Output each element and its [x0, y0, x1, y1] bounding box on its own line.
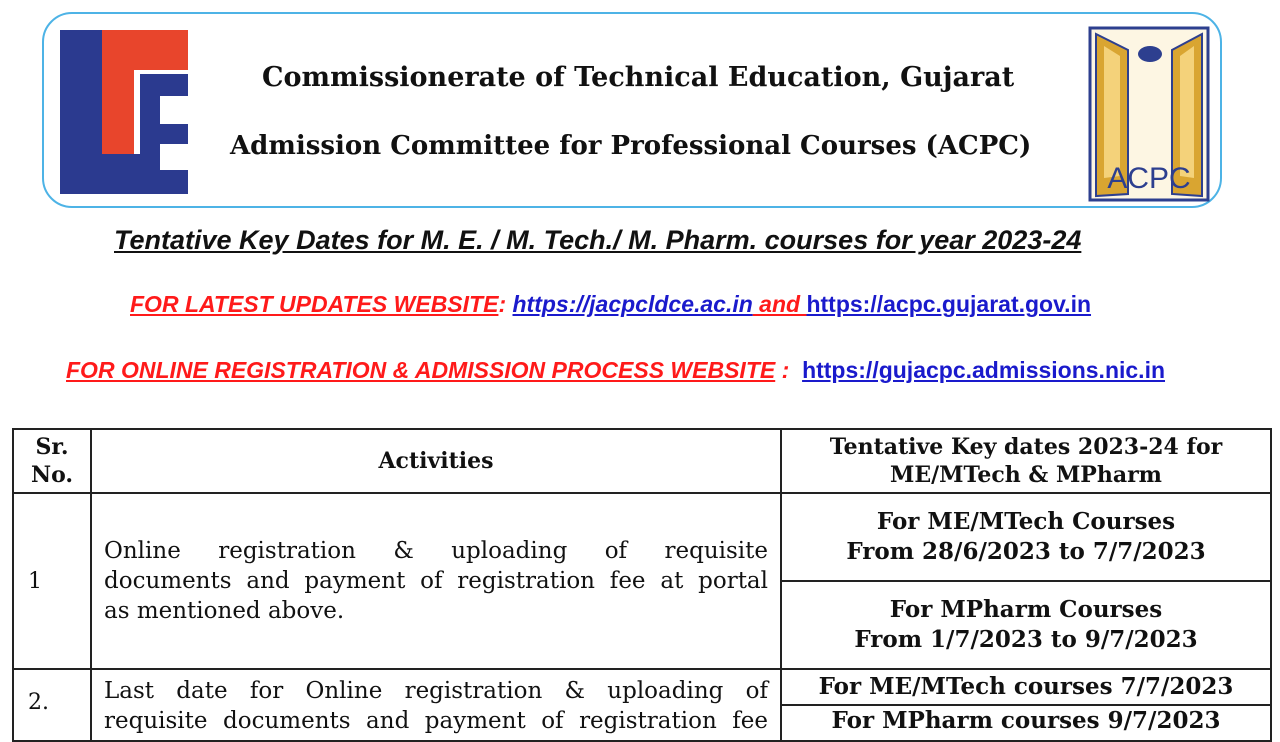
updates-line — [130, 288, 1091, 320]
acpc-logo-text: ACPC — [1107, 162, 1191, 195]
row2-sr: 2. — [13, 669, 91, 741]
cte-logo — [56, 26, 192, 198]
header-dates-line1: Tentative Key dates 2023-24 for — [829, 434, 1223, 460]
row2-date-mpharm: For MPharm courses 9/7/2023 — [781, 705, 1271, 741]
registration-line — [66, 354, 1165, 386]
row1-date1-line2: From 28/6/2023 to 7/7/2023 — [846, 538, 1206, 565]
row1-date-me-mtech — [781, 493, 1271, 581]
link-acpc-gujarat[interactable]: https://acpc.gujarat.gov.in — [806, 291, 1092, 317]
row1-activity-line1: Online registration & uploading of requisite — [104, 538, 768, 564]
row1-activity-line3: as mentioned above. — [104, 598, 345, 624]
row2-activity-line2: requisite documents and payment of registration fee — [104, 708, 768, 734]
row2-activity — [91, 669, 781, 741]
updates-colon: : — [498, 291, 507, 317]
row1-date1-line1: For ME/MTech Courses — [876, 508, 1176, 535]
updates-label: FOR LATEST UPDATES WEBSITE — [130, 291, 499, 317]
header-sr-line1: Sr. — [35, 434, 69, 460]
row1-date2-line1: For MPharm Courses — [889, 596, 1163, 623]
updates-and: and — [752, 291, 807, 317]
header-dates-line2: ME/MTech & MPharm — [890, 462, 1162, 488]
header-title: Commissionerate of Technical Education, Gujarat — [262, 62, 1015, 93]
row2-activity-line1: Last date for Online registration & uploading of — [104, 678, 768, 704]
link-jacpcldce[interactable]: https://jacpcldce.ac.in — [512, 291, 753, 317]
header-frame — [42, 12, 1222, 208]
header-sr-no — [13, 429, 91, 493]
key-dates-table — [12, 428, 1272, 742]
row1-date2-line2: From 1/7/2023 to 9/7/2023 — [854, 626, 1198, 653]
link-gujacpc-admissions[interactable]: https://gujacpc.admissions.nic.in — [802, 357, 1166, 383]
row1-sr: 1 — [13, 493, 91, 669]
registration-colon: : — [775, 357, 796, 383]
header-activities: Activities — [91, 429, 781, 493]
header-dates — [781, 429, 1271, 493]
row1-date-mpharm — [781, 581, 1271, 669]
row2-date-me-mtech: For ME/MTech courses 7/7/2023 — [781, 669, 1271, 705]
table-header-row — [13, 429, 1271, 493]
table-row — [13, 669, 1271, 705]
row1-activity-line2: documents and payment of registration fee at portal — [104, 568, 768, 594]
registration-label: FOR ONLINE REGISTRATION & ADMISSION PROCESS WEBSITE — [66, 357, 776, 383]
header-sr-line2: No. — [30, 462, 74, 488]
document-title: Tentative Key Dates for M. E. / M. Tech./ M. Pharm. courses for year 2023-24 — [114, 225, 1082, 255]
table-row — [13, 493, 1271, 581]
header-subtitle: Admission Committee for Professional Courses (ACPC) — [230, 131, 1032, 161]
row1-activity — [91, 493, 781, 669]
acpc-logo — [1088, 26, 1210, 202]
